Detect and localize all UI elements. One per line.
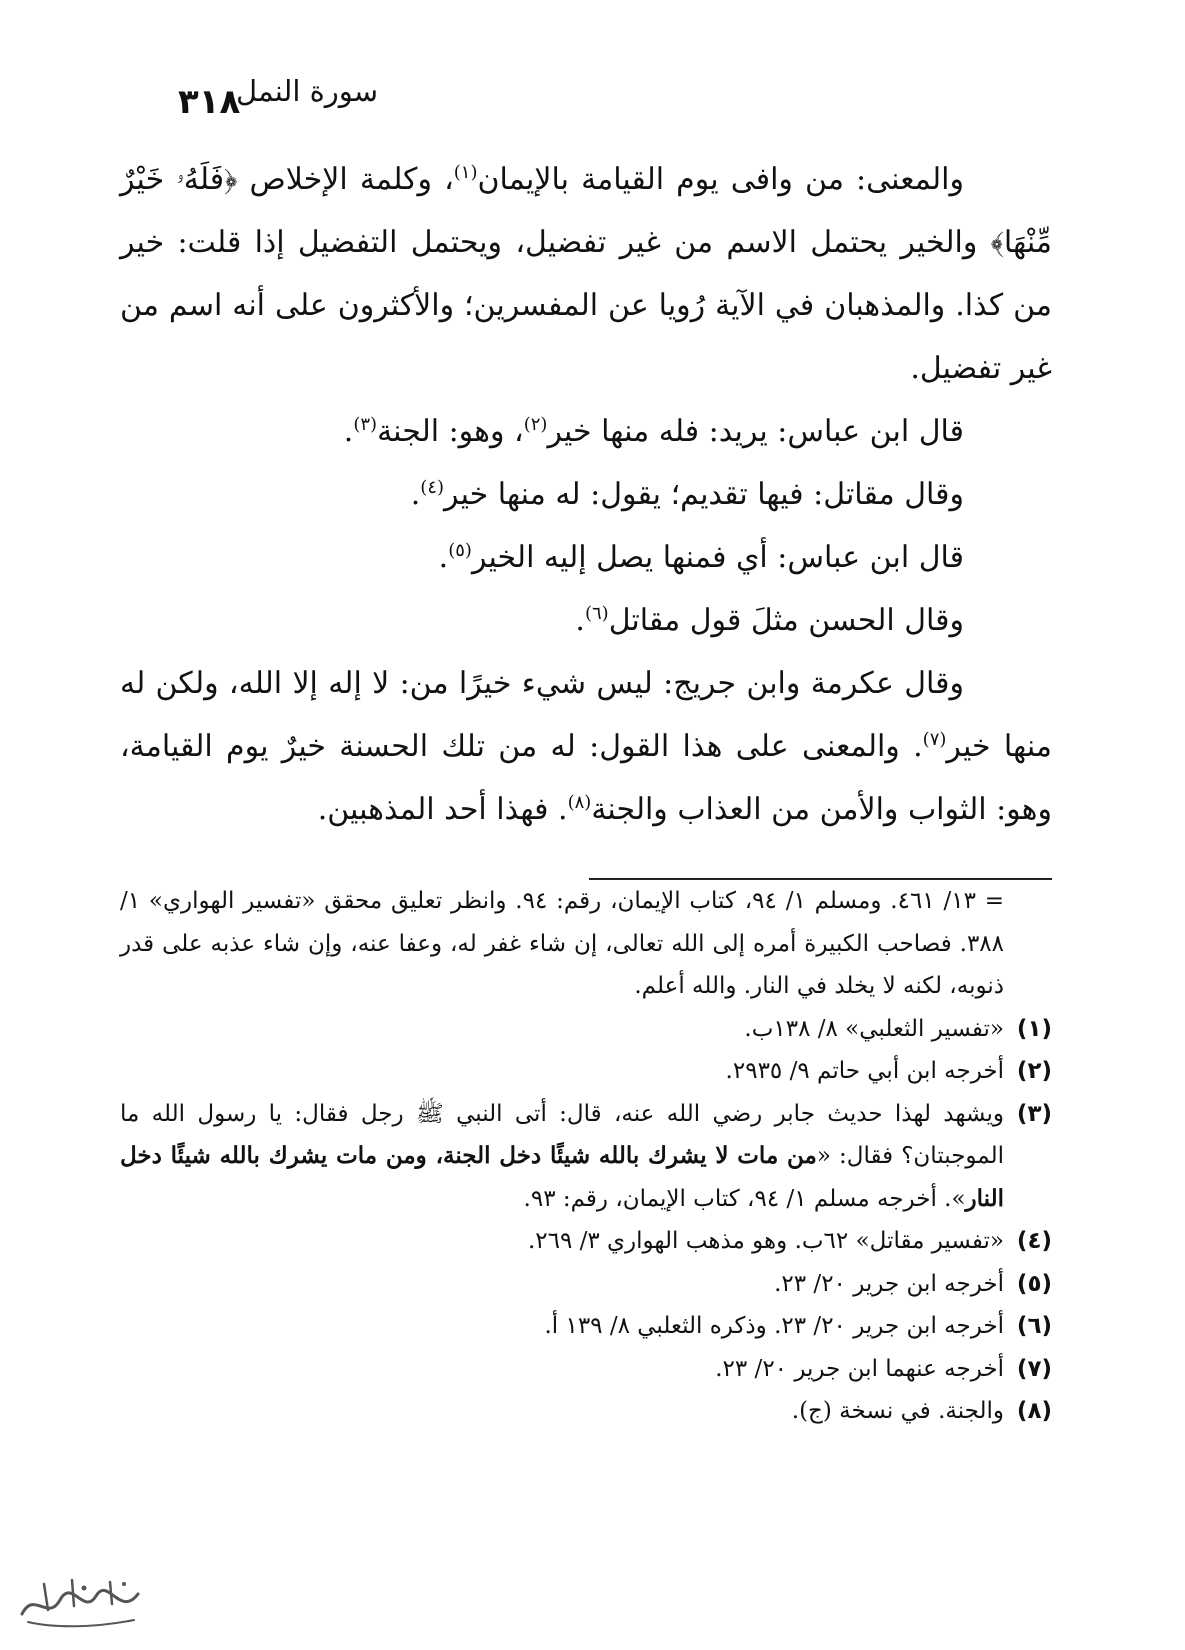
quote-2-text-a: وقال مقاتل: فيها تقديم؛ يقول: له منها خير bbox=[444, 477, 964, 512]
quote-line-1 bbox=[120, 400, 1052, 463]
footnote-2-mark: (٢) bbox=[1016, 1058, 1052, 1084]
footnote-1-mark: (١) bbox=[1016, 1015, 1052, 1042]
quote-line-3 bbox=[120, 526, 1052, 589]
footnote-ref-2[interactable]: (٢) bbox=[523, 414, 548, 435]
footnote-ref-4[interactable]: (٤) bbox=[420, 477, 445, 498]
footnote-3-mark: (٣) bbox=[1016, 1100, 1052, 1127]
footnote-7-mark: (٧) bbox=[1016, 1355, 1052, 1382]
footnote-ref-1[interactable]: (١) bbox=[453, 162, 478, 183]
paragraph-2 bbox=[120, 652, 1052, 841]
quote-line-2 bbox=[120, 463, 1052, 526]
footnote-1 bbox=[120, 1008, 1052, 1051]
footnote-8 bbox=[120, 1390, 1052, 1433]
paragraph-2-text-c: . فهذا أحد المذهبين. bbox=[317, 792, 568, 827]
quote-line-4 bbox=[120, 589, 1052, 652]
footnote-3 bbox=[120, 1093, 1052, 1221]
quote-4-text-a: وقال الحسن مثلَ قول مقاتل bbox=[608, 603, 964, 638]
running-title: سورة النمل bbox=[236, 74, 379, 108]
footnote-7-text: أخرجه عنهما ابن جرير ٢٠/ ٢٣. bbox=[715, 1355, 1004, 1382]
footnote-5-text: أخرجه ابن جرير ٢٠/ ٢٣. bbox=[774, 1270, 1004, 1297]
footnote-4-text: «تفسير مقاتل» ٦٢ب. وهو مذهب الهواري ٣/ ٢٦٩. bbox=[527, 1228, 1004, 1254]
quote-3-text-a: قال ابن عباس: أي فمنها يصل إليه الخير bbox=[471, 540, 964, 575]
footnote-continuation: = ١٣/ ٤٦١. ومسلم ١/ ٩٤، كتاب الإيمان، رقم: ٩٤. وانظر تعليق محقق «تفسير الهواري» ١/ ٣٨٨. فصاحب الكبيرة أمره إلى الله تعالى، إن شاء غفر له، وعفا عنه، وإن شاء عذبه على قدر ذنوبه، لكنه لا يخلد في النار. والله أعلم. bbox=[120, 888, 1005, 999]
footnote-7 bbox=[120, 1348, 1052, 1391]
footnote-4-mark: (٤) bbox=[1016, 1228, 1052, 1254]
footnote-1-text: «تفسير الثعلبي» ٨/ ١٣٨ب. bbox=[744, 1015, 1004, 1042]
quote-3-text-b: . bbox=[438, 540, 449, 575]
footnote-3-hadith: من مات لا يشرك بالله شيئًا دخل الجنة، ومن مات يشرك بالله شيئًا دخل النار bbox=[120, 1142, 1004, 1212]
paragraph-2-text-b: . والمعنى على هذا القول: له من تلك الحسنة خيرٌ يوم القيامة، وهو: الثواب والأمن من العذاب والجنة bbox=[120, 729, 1052, 827]
paragraph-1-text-b: ، وكلمة الإخلاص ﴿فَلَهُۥ خَيْرٌ مِّنْهَا﴾ والخير يحتمل الاسم من غير تفضيل، ويحتمل التفضيل إذا قلت: خير من كذا. والمذهبان في الآية رُويا عن المفسرين؛ والأكثرون على أنه اسم من غير تفضيل. bbox=[120, 162, 1052, 386]
footnote-ref-8[interactable]: (٨) bbox=[567, 792, 592, 813]
footnote-ref-5[interactable]: (٥) bbox=[448, 540, 472, 561]
quote-1-text-c: . bbox=[343, 414, 354, 449]
footnote-8-text: والجنة. في نسخة (ج). bbox=[791, 1398, 1004, 1424]
footnotes bbox=[120, 880, 1052, 1433]
main-text bbox=[120, 148, 1052, 841]
footnote-5-mark: (٥) bbox=[1016, 1270, 1052, 1297]
paragraph-1 bbox=[120, 148, 1052, 400]
watermark-logo bbox=[14, 1570, 146, 1636]
footnote-8-mark: (٨) bbox=[1016, 1398, 1052, 1424]
quote-4-text-b: . bbox=[575, 603, 585, 638]
footnote-5 bbox=[120, 1263, 1052, 1306]
paragraph-2-text-a: وقال عكرمة وابن جريج: ليس شيء خيرًا من: لا إله إلا الله، ولكن له منها خير bbox=[120, 666, 1052, 764]
footnote-3-text-b: ». أخرجه مسلم ١/ ٩٤، كتاب الإيمان، رقم: ٩٣. bbox=[523, 1185, 966, 1212]
quote-1-text-b: ، وهو: الجنة bbox=[377, 414, 524, 449]
page-number: ٣١٨ bbox=[178, 82, 241, 122]
paragraph-1-text-a: والمعنى: من وافى يوم القيامة بالإيمان bbox=[477, 162, 964, 197]
footnote-6-mark: (٦) bbox=[1016, 1313, 1052, 1339]
quote-1-text-a: قال ابن عباس: يريد: فله منها خير bbox=[547, 414, 964, 449]
footnote-6 bbox=[120, 1305, 1052, 1348]
footnote-ref-7[interactable]: (٧) bbox=[922, 729, 947, 750]
footnote-6-text: أخرجه ابن جرير ٢٠/ ٢٣. وذكره الثعلبي ٨/ ١٣٩ أ. bbox=[544, 1313, 1004, 1339]
footnote-2 bbox=[120, 1050, 1052, 1093]
footnote-ref-6[interactable]: (٦) bbox=[584, 603, 609, 624]
footnote-4 bbox=[120, 1220, 1052, 1263]
quote-2-text-b: . bbox=[410, 477, 421, 512]
footnote-2-text: أخرجه ابن أبي حاتم ٩/ ٢٩٣٥. bbox=[725, 1058, 1004, 1084]
footnote-3-text-a: ويشهد لهذا حديث جابر رضي الله عنه، قال: أتى النبي ﷺ رجل فقال: يا رسول الله ما الموجبتان؟ فقال: « bbox=[120, 1100, 1004, 1169]
footnote-ref-3[interactable]: (٣) bbox=[353, 414, 378, 435]
